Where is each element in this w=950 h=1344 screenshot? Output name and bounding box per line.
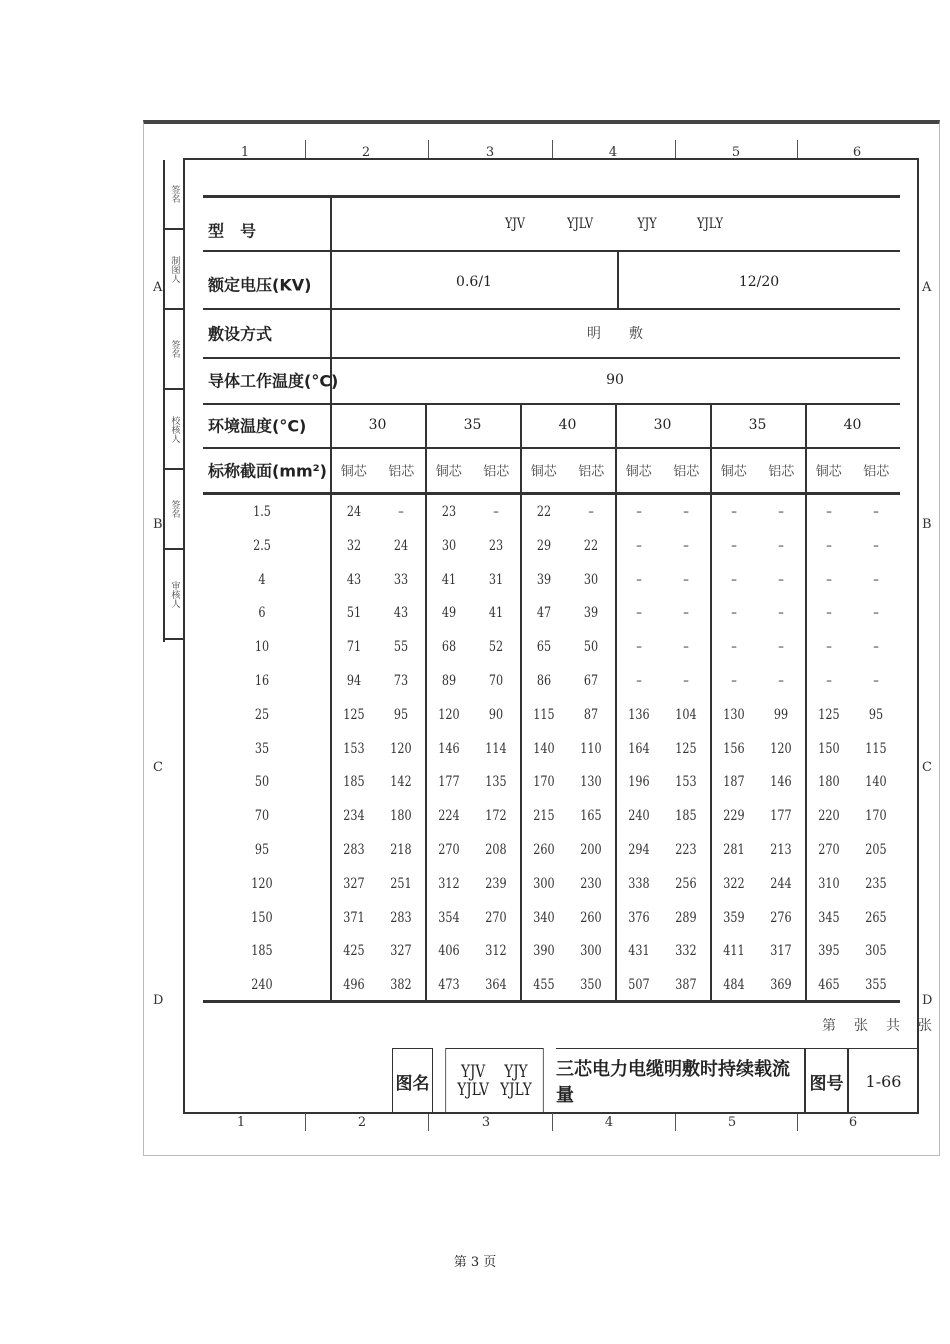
zone-column-label: 2 (361, 145, 371, 160)
signature-cell: 审核人 (165, 550, 185, 640)
ampacity-value: 43 (394, 605, 409, 622)
drawing-title: 三芯电力电缆明敷时持续载流量 (556, 1048, 805, 1114)
ampacity-value: 355 (865, 977, 887, 994)
table-rule (203, 357, 900, 359)
model-yjlv: YJLV (457, 1080, 489, 1100)
ampacity-value: 146 (438, 740, 460, 757)
ampacity-value: 150 (818, 740, 840, 757)
zone-row-label: C (153, 760, 163, 775)
table-rule (203, 447, 900, 449)
ampacity-value: – (683, 639, 690, 656)
ampacity-value: 24 (394, 537, 409, 554)
ampacity-value: – (635, 639, 642, 656)
ampacity-value: 115 (533, 706, 555, 723)
ampacity-value: – (730, 673, 737, 689)
core-aluminum-label: 铝芯 (673, 464, 700, 480)
ampacity-value: 95 (869, 706, 884, 723)
section-size: 240 (251, 977, 273, 994)
ampacity-value: – (825, 571, 832, 588)
ampacity-value: 23 (489, 537, 504, 554)
ampacity-value: 240 (628, 808, 650, 825)
table-rule (203, 308, 900, 310)
ampacity-value: – (873, 605, 880, 622)
table-rule (520, 403, 522, 1000)
ampacity-value: 153 (675, 774, 697, 791)
core-copper-label: 铜芯 (625, 464, 652, 480)
ampacity-value: 294 (628, 842, 650, 858)
ampacity-value: 165 (580, 808, 602, 825)
ampacity-value: 382 (390, 977, 412, 994)
zone-column-label: 5 (727, 1115, 737, 1130)
ampacity-value: 224 (438, 808, 460, 825)
ampacity-value: 425 (343, 943, 365, 960)
ampacity-value: 86 (536, 673, 551, 689)
laying-value: 明 敷 (587, 326, 643, 342)
ampacity-value: 185 (675, 808, 697, 825)
ampacity-value: 260 (533, 842, 555, 858)
ampacity-value: – (635, 504, 642, 520)
ampacity-value: 31 (489, 571, 504, 588)
zone-divider (797, 1113, 798, 1131)
ampacity-value: 89 (441, 673, 456, 689)
title-block (392, 1048, 919, 1114)
page-number: 第 3 页 (453, 1255, 497, 1270)
ampacity-value: – (730, 504, 737, 520)
ampacity-value: 120 (438, 706, 460, 723)
section-size: 16 (254, 673, 270, 689)
section-size: 185 (251, 943, 273, 960)
ampacity-value: – (873, 504, 880, 520)
section-size: 95 (254, 842, 270, 858)
ampacity-value: 218 (390, 842, 412, 858)
ampacity-value: 140 (865, 774, 887, 791)
zone-column-label: 5 (731, 145, 741, 160)
section-size: 25 (254, 706, 270, 723)
ampacity-value: 32 (346, 537, 361, 554)
ampacity-value: 39 (536, 571, 551, 588)
ampacity-value: – (398, 504, 405, 520)
zone-divider (675, 140, 676, 158)
table-rule (330, 195, 332, 1000)
drawing-number-label: 图号 (805, 1048, 848, 1114)
ampacity-value: 205 (865, 842, 887, 858)
signature-cell: 签名 (165, 160, 185, 230)
ampacity-value: 90 (489, 706, 504, 723)
ampacity-value: 71 (346, 639, 361, 656)
ampacity-value: 43 (346, 571, 361, 588)
ampacity-value: 369 (770, 977, 792, 994)
section-size: 10 (254, 639, 270, 656)
ampacity-value: 220 (818, 808, 840, 825)
ampacity-value: 73 (394, 673, 409, 689)
zone-column-label: 3 (485, 145, 495, 160)
ampacity-value: 300 (580, 943, 602, 960)
zone-divider (797, 140, 798, 158)
ampacity-value: – (778, 673, 785, 689)
ampacity-value: – (730, 571, 737, 588)
ampacity-value: 135 (485, 774, 507, 791)
ampacity-value: 387 (675, 977, 697, 994)
signature-strip (163, 160, 183, 642)
ampacity-value: 338 (628, 875, 650, 892)
ampacity-value: 22 (584, 537, 599, 554)
ampacity-value: – (683, 571, 690, 588)
core-aluminum-label: 铝芯 (483, 464, 510, 480)
section-size: 6 (258, 605, 266, 622)
ampacity-value: 153 (343, 740, 365, 757)
ampacity-value: 170 (865, 808, 887, 825)
ampacity-value: 283 (390, 909, 412, 926)
ampacity-value: – (825, 537, 832, 554)
table-rule (203, 1000, 900, 1003)
ampacity-value: 95 (394, 706, 409, 723)
ampacity-value: 276 (770, 909, 792, 926)
ampacity-value: 305 (865, 943, 887, 960)
ampacity-value: 300 (533, 875, 555, 892)
ampacity-value: 39 (584, 605, 599, 622)
section-size: 1.5 (253, 504, 271, 520)
row-label: 环境温度(°C) (208, 416, 307, 436)
table-rule (805, 403, 807, 1000)
table-rule (203, 403, 900, 405)
ampacity-value: 312 (438, 875, 460, 892)
ampacity-value: 332 (675, 943, 697, 960)
sheet-count: 第 张 共 张 (822, 1018, 934, 1034)
ampacity-value: 68 (441, 639, 456, 656)
ampacity-value: 29 (536, 537, 551, 554)
ampacity-value: – (730, 639, 737, 656)
core-copper-label: 铜芯 (435, 464, 462, 480)
model-yjv: YJV (460, 1062, 486, 1082)
ampacity-value: – (873, 639, 880, 656)
zone-divider (428, 140, 429, 158)
row-label: 额定电压(KV) (208, 275, 312, 295)
ampacity-value: – (873, 537, 880, 554)
ampacity-value: 55 (394, 639, 409, 656)
row-label: 标称截面(mm²) (208, 461, 327, 481)
ampacity-value: 99 (774, 706, 789, 723)
ampacity-value: 327 (390, 943, 412, 960)
ampacity-value: 177 (770, 808, 792, 825)
ampacity-value: 327 (343, 875, 365, 892)
ampacity-value: 41 (441, 571, 456, 588)
ampacity-value: 136 (628, 706, 650, 723)
ampacity-value: 110 (580, 740, 602, 757)
ampacity-value: 411 (723, 943, 745, 960)
ambient-temp: 40 (843, 417, 862, 433)
ampacity-value: 196 (628, 774, 650, 791)
ampacity-value: 345 (818, 909, 840, 926)
ampacity-value: 473 (438, 977, 460, 994)
ampacity-value: 140 (533, 740, 555, 757)
ampacity-value: – (778, 537, 785, 554)
table-rule (425, 403, 427, 1000)
zone-column-label: 1 (236, 1115, 246, 1130)
ampacity-value: 484 (723, 977, 745, 994)
ampacity-value: 270 (485, 909, 507, 926)
ambient-temp: 40 (558, 417, 577, 433)
core-copper-label: 铜芯 (815, 464, 842, 480)
core-aluminum-label: 铝芯 (768, 464, 795, 480)
ambient-temp: 30 (368, 417, 387, 433)
ampacity-value: 164 (628, 740, 650, 757)
ampacity-value: – (873, 571, 880, 588)
ampacity-value: 322 (723, 875, 745, 892)
ampacity-value: 156 (723, 740, 745, 757)
zone-divider (305, 1113, 306, 1131)
ampacity-value: 180 (818, 774, 840, 791)
ampacity-value: 50 (584, 639, 599, 656)
ampacity-value: – (873, 673, 880, 689)
ampacity-value: 185 (343, 774, 365, 791)
ampacity-value: 22 (536, 504, 551, 520)
ampacity-value: 177 (438, 774, 460, 791)
ampacity-value: – (683, 537, 690, 554)
ampacity-value: 256 (675, 875, 697, 892)
ampacity-value: 223 (675, 842, 697, 858)
table-rule (203, 250, 900, 252)
ampacity-value: 125 (675, 740, 697, 757)
core-copper-label: 铜芯 (340, 464, 367, 480)
ampacity-value: 455 (533, 977, 555, 994)
ampacity-value: 170 (533, 774, 555, 791)
zone-column-label: 4 (604, 1115, 614, 1130)
ampacity-value: 104 (675, 706, 697, 723)
model-yjly: YJLY (500, 1080, 532, 1100)
table-rule (710, 403, 712, 1000)
ampacity-value: 24 (346, 504, 361, 520)
ampacity-value: 120 (770, 740, 792, 757)
ampacity-value: 41 (489, 605, 504, 622)
zone-column-label: 6 (852, 145, 862, 160)
ampacity-value: – (825, 673, 832, 689)
ampacity-value: 270 (818, 842, 840, 858)
zone-row-label: A (153, 280, 163, 295)
ampacity-value: 270 (438, 842, 460, 858)
ampacity-value: 234 (343, 808, 365, 825)
zone-divider (552, 1113, 553, 1131)
ampacity-value: 125 (343, 706, 365, 723)
ampacity-value: 507 (628, 977, 650, 994)
title-models (445, 1048, 543, 1114)
ampacity-value: 230 (580, 875, 602, 892)
ampacity-value: 94 (346, 673, 361, 689)
signature-cell: 校核人 (165, 390, 185, 470)
ampacity-value: 265 (865, 909, 887, 926)
voltage-value: 0.6/1 (456, 274, 492, 290)
table-rule (615, 403, 617, 1000)
ampacity-value: – (778, 605, 785, 622)
model-name: YJLV (566, 216, 594, 232)
zone-column-label: 1 (240, 145, 250, 160)
ampacity-value: 65 (536, 639, 551, 656)
ampacity-value: 340 (533, 909, 555, 926)
ampacity-value: – (493, 504, 500, 520)
ampacity-value: 354 (438, 909, 460, 926)
signature-cell: 签名 (165, 470, 185, 550)
zone-divider (552, 140, 553, 158)
zone-column-label: 6 (848, 1115, 858, 1130)
zone-row-label: B (922, 517, 932, 532)
core-copper-label: 铜芯 (530, 464, 557, 480)
ampacity-value: 130 (723, 706, 745, 723)
zone-row-label: D (153, 993, 164, 1008)
conductor-temp-value: 90 (606, 372, 624, 388)
ampacity-value: 30 (584, 571, 599, 588)
model-name: YJY (637, 216, 657, 232)
ambient-temp: 30 (653, 417, 672, 433)
zone-row-label: D (922, 993, 933, 1008)
zone-row-label: A (922, 280, 932, 295)
ampacity-value: 364 (485, 977, 507, 994)
section-size: 120 (251, 875, 273, 892)
ampacity-value: 23 (441, 504, 456, 520)
ambient-temp: 35 (463, 417, 482, 433)
ampacity-value: 187 (723, 774, 745, 791)
core-aluminum-label: 铝芯 (388, 464, 415, 480)
section-size: 2.5 (253, 537, 271, 554)
ampacity-value: 120 (390, 740, 412, 757)
section-size: 50 (254, 774, 270, 791)
ampacity-value: 70 (489, 673, 504, 689)
ampacity-value: 146 (770, 774, 792, 791)
zone-row-label: B (153, 517, 163, 532)
ampacity-value: – (778, 639, 785, 656)
ampacity-value: 47 (536, 605, 551, 622)
zone-column-label: 2 (357, 1115, 367, 1130)
ampacity-value: 359 (723, 909, 745, 926)
ampacity-value: 289 (675, 909, 697, 926)
model-yjy: YJY (504, 1062, 528, 1082)
ampacity-value: 376 (628, 909, 650, 926)
ampacity-value: – (635, 605, 642, 622)
ampacity-value: 235 (865, 875, 887, 892)
ampacity-value: 350 (580, 977, 602, 994)
ampacity-value: 142 (390, 774, 412, 791)
ampacity-value: – (683, 504, 690, 520)
drawing-number: 1-66 (848, 1048, 919, 1114)
section-size: 35 (254, 740, 270, 757)
ampacity-value: 208 (485, 842, 507, 858)
ampacity-value: 87 (584, 706, 599, 723)
core-aluminum-label: 铝芯 (863, 464, 890, 480)
ampacity-value: 371 (343, 909, 365, 926)
section-size: 4 (258, 571, 266, 588)
core-aluminum-label: 铝芯 (578, 464, 605, 480)
signature-cell: 签名 (165, 310, 185, 390)
ampacity-value: 395 (818, 943, 840, 960)
table-rule (617, 250, 619, 308)
table-rule (203, 195, 900, 198)
zone-divider (305, 140, 306, 158)
row-label: 导体工作温度(°C) (208, 371, 339, 391)
ampacity-value: – (635, 537, 642, 554)
ampacity-value: 180 (390, 808, 412, 825)
ampacity-value: 125 (818, 706, 840, 723)
drawing-border (183, 158, 919, 1114)
ampacity-value: – (635, 673, 642, 689)
ampacity-value: 260 (580, 909, 602, 926)
voltage-value: 12/20 (738, 274, 780, 290)
core-copper-label: 铜芯 (720, 464, 747, 480)
zone-column-label: 3 (481, 1115, 491, 1130)
ampacity-value: 229 (723, 808, 745, 825)
ampacity-value: 49 (441, 605, 456, 622)
table-rule (203, 492, 900, 495)
ampacity-value: 317 (770, 943, 792, 960)
zone-divider (675, 1113, 676, 1131)
section-size: 150 (251, 909, 273, 926)
ampacity-value: 172 (485, 808, 507, 825)
ampacity-value: – (778, 504, 785, 520)
ampacity-value: 200 (580, 842, 602, 858)
ampacity-value: 30 (441, 537, 456, 554)
ampacity-value: – (683, 673, 690, 689)
ampacity-value: 215 (533, 808, 555, 825)
ambient-temp: 35 (748, 417, 767, 433)
ampacity-value: 310 (818, 875, 840, 892)
ampacity-value: – (730, 605, 737, 622)
ampacity-value: – (825, 639, 832, 656)
ampacity-value: – (778, 571, 785, 588)
ampacity-value: 213 (770, 842, 792, 858)
ampacity-value: 390 (533, 943, 555, 960)
ampacity-value: 312 (485, 943, 507, 960)
ampacity-value: 281 (723, 842, 745, 858)
ampacity-value: – (825, 605, 832, 622)
ampacity-value: 130 (580, 774, 602, 791)
drawing-name-label: 图名 (392, 1048, 433, 1114)
ampacity-value: – (635, 571, 642, 588)
row-label: 型 号 (208, 221, 257, 241)
ampacity-value: 431 (628, 943, 650, 960)
ampacity-value: 465 (818, 977, 840, 994)
ampacity-value: 283 (343, 842, 365, 858)
signature-cell: 制图人 (165, 230, 185, 310)
ampacity-value: 67 (584, 673, 599, 689)
model-name: YJLY (697, 216, 723, 232)
ampacity-value: 51 (346, 605, 361, 622)
ampacity-value: – (825, 504, 832, 520)
ampacity-value: 251 (390, 875, 412, 892)
ampacity-value: 114 (485, 740, 507, 757)
ampacity-value: 244 (770, 875, 792, 892)
ampacity-value: – (730, 537, 737, 554)
ampacity-value: 406 (438, 943, 460, 960)
ampacity-value: 239 (485, 875, 507, 892)
ampacity-value: – (683, 605, 690, 622)
row-label: 敷设方式 (208, 324, 273, 344)
zone-row-label: C (922, 760, 932, 775)
model-name: YJV (505, 216, 525, 232)
section-size: 70 (254, 808, 270, 825)
ampacity-value: 52 (489, 639, 504, 656)
ampacity-value: 115 (865, 740, 887, 757)
zone-divider (428, 1113, 429, 1131)
ampacity-value: – (588, 504, 595, 520)
ampacity-value: 33 (394, 571, 409, 588)
zone-column-label: 4 (608, 145, 618, 160)
ampacity-value: 496 (343, 977, 365, 994)
